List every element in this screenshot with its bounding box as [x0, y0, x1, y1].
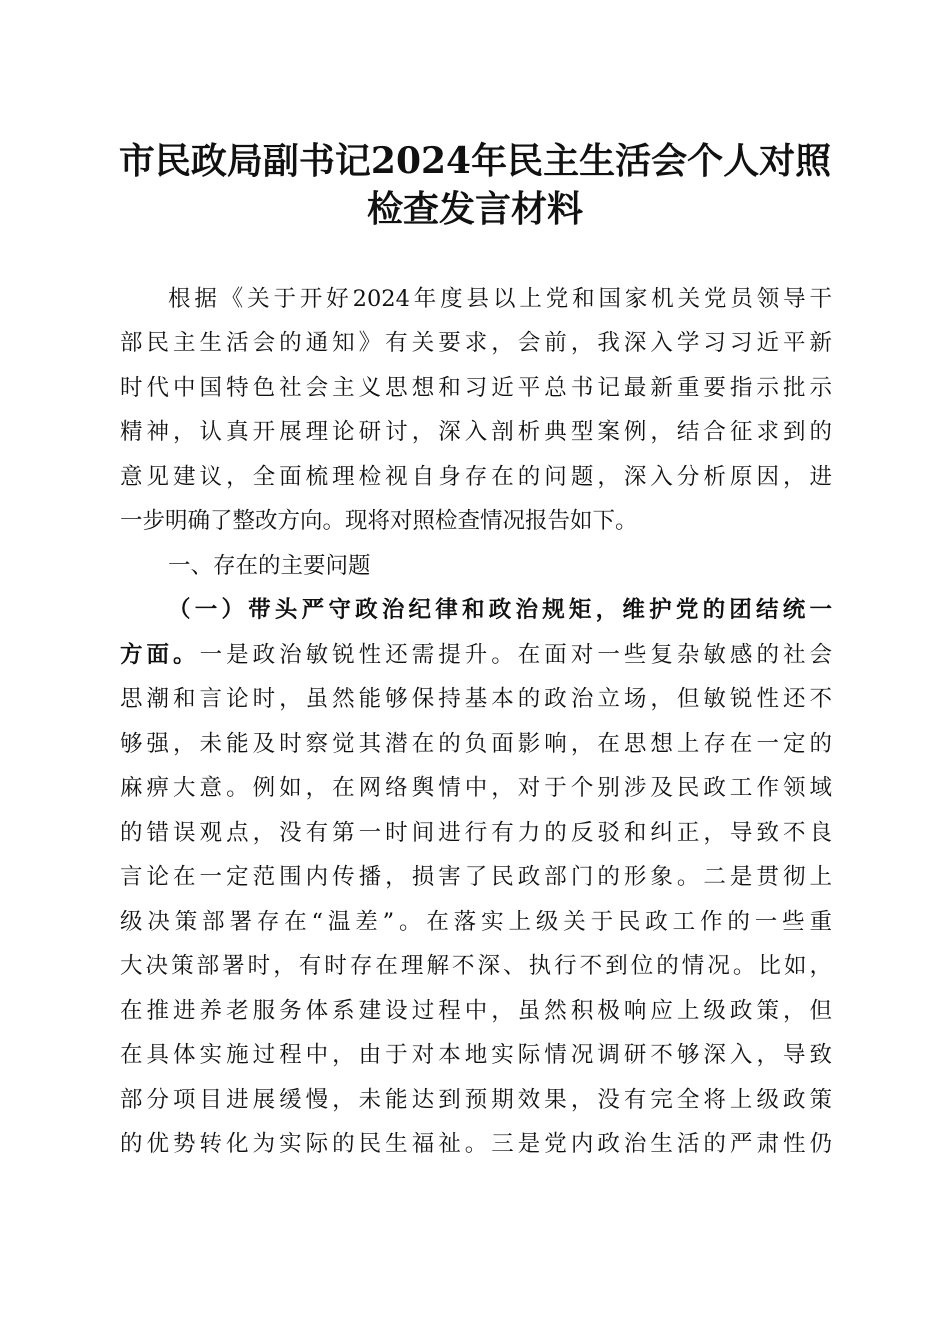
body-line-8: 大决策部署时，有时存在理解不深、执行不到位的情况。比如， [120, 953, 832, 979]
body-line-1 [120, 640, 832, 670]
body-line-12: 的优势转化为实际的民生福祉。三是党内政治生活的严肃性仍 [120, 1131, 832, 1157]
intro-line-6: 一步明确了整改方向。现将对照检查情况报告如下。 [120, 508, 638, 534]
intro-line-1: 根据《关于开好2024年度县以上党和国家机关党员领导干 [168, 286, 832, 312]
intro-line-5: 意见建议，全面梳理检视自身存在的问题，深入分析原因，进 [120, 464, 832, 490]
subsection-heading: （一）带头严守政治纪律和政治规矩，维护党的团结统一 [168, 597, 832, 623]
intro-line-3: 时代中国特色社会主义思想和习近平总书记最新重要指示批示 [120, 375, 832, 401]
body-line-9: 在推进养老服务体系建设过程中，虽然积极响应上级政策，但 [120, 998, 832, 1024]
document-title-line-2: 检查发言材料 [366, 188, 583, 230]
body-line-5: 的错误观点，没有第一时间进行有力的反驳和纠正，导致不良 [120, 820, 832, 846]
body-line-3: 够强，未能及时察觉其潜在的负面影响，在思想上存在一定的 [120, 731, 832, 757]
body-line-2: 思潮和言论时，虽然能够保持基本的政治立场，但敏锐性还不 [120, 686, 832, 712]
body-line-11: 部分项目进展缓慢，未能达到预期效果，没有完全将上级政策 [120, 1087, 832, 1113]
body-line-4: 麻痹大意。例如，在网络舆情中，对于个别涉及民政工作领域 [120, 775, 832, 801]
document-title-line-1: 市民政局副书记2024年民主生活会个人对照 [118, 140, 832, 182]
body-line-7: 级决策部署存在“温差”。在落实上级关于民政工作的一些重 [120, 909, 832, 935]
body-line-10: 在具体实施过程中，由于对本地实际情况调研不够深入，导致 [120, 1042, 832, 1068]
intro-line-4: 精神，认真开展理论研讨，深入剖析典型案例，结合征求到的 [120, 419, 832, 445]
body-line-6: 言论在一定范围内传播，损害了民政部门的形象。二是贯彻上 [120, 864, 832, 890]
body-line-1-text: 一是政治敏锐性还需提升。在面对一些复杂敏感的社会 [199, 642, 832, 668]
intro-line-2: 部民主生活会的通知》有关要求，会前，我深入学习习近平新 [120, 330, 832, 356]
subsection-heading-end: 方面。 [120, 642, 200, 668]
section-heading: 一、存在的主要问题 [168, 553, 371, 579]
